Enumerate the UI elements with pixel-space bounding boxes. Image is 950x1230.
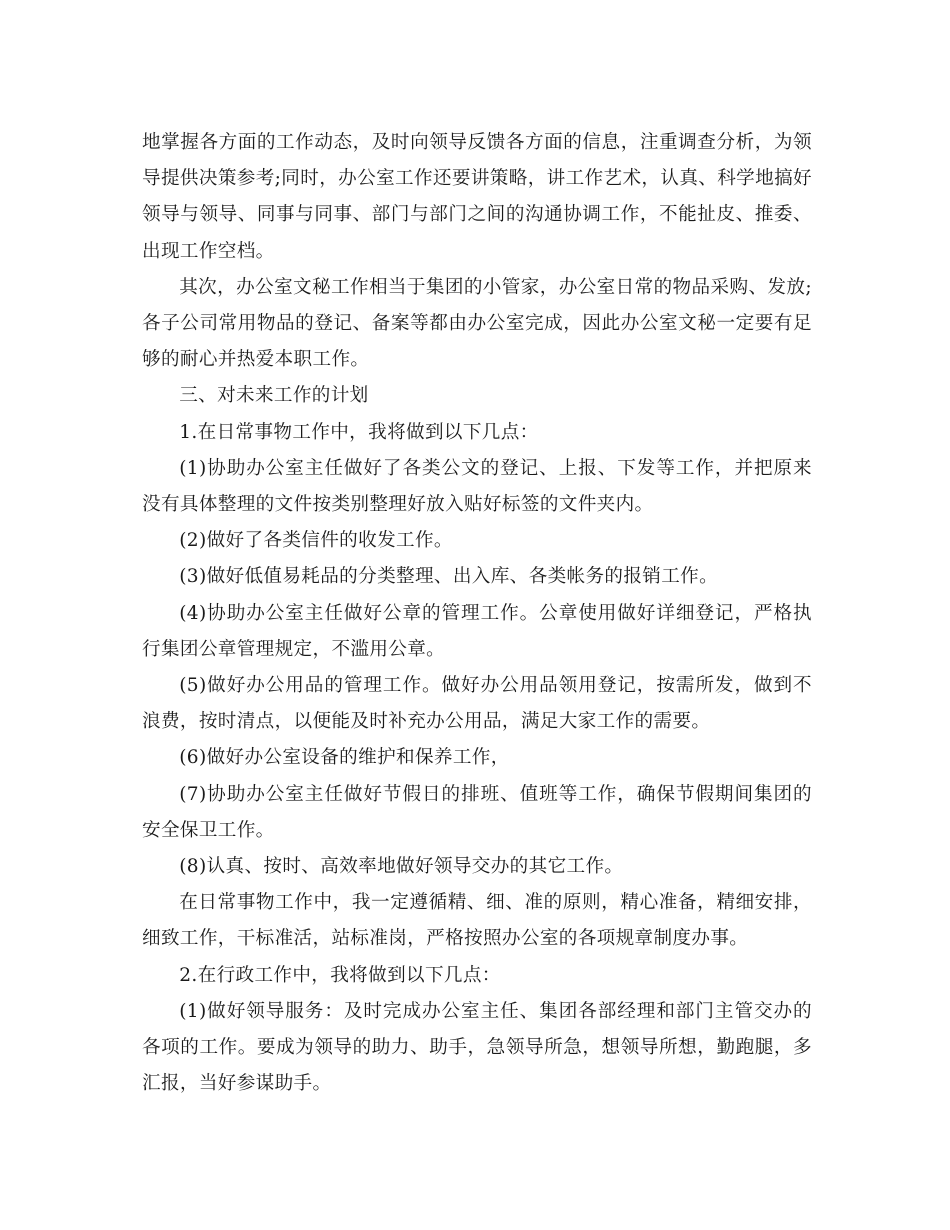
subsection-heading-admin-work: 2.在行政工作中，我将做到以下几点： [179,964,501,986]
list-item-4: (4)协助办公室主任做好公章的管理工作。公章使用做好详细登记，严格执行集团公章管理规定，不滥用公章。 [142,602,812,660]
paragraph-continuation: 地掌握各方面的工作动态，及时向领导反馈各方面的信息，注重调查分析，为领导提供决策参考;同时，办公室工作还要讲策略，讲工作艺术，认真、科学地搞好领导与领导、同事与同事、部门与部门之间的沟通协调工作，不能扯皮、推委、出现工作空档。 [142,132,812,262]
document-body [142,125,812,1102]
list-item-8: (8)认真、按时、高效率地做好领导交办的其它工作。 [179,856,624,878]
section-heading-future-plan: 三、对未来工作的计划 [179,385,369,407]
list-item-2: (2)做好了各类信件的收发工作。 [179,530,453,552]
list-item-6: (6)做好办公室设备的维护和保养工作， [179,747,510,769]
paragraph-daily-principles: 在日常事物工作中，我一定遵循精、细、准的原则，精心准备，精细安排，细致工作，干标准活，站标准岗，严格按照办公室的各项规章制度办事。 [142,892,812,950]
list-item-5: (5)做好办公用品的管理工作。做好办公用品领用登记，按需所发，做到不浪费，按时清点，以便能及时补充办公用品，满足大家工作的需要。 [142,675,812,733]
list-item-7: (7)协助办公室主任做好节假日的排班、值班等工作，确保节假期间集团的安全保卫工作。 [142,783,812,841]
list-item-3: (3)做好低值易耗品的分类整理、出入库、各类帐务的报销工作。 [179,566,719,588]
subsection-heading-daily-affairs: 1.在日常事物工作中，我将做到以下几点： [179,421,539,443]
list-item-admin-1: (1)做好领导服务：及时完成办公室主任、集团各部经理和部门主管交办的各项的工作。要成为领导的助力、助手，急领导所急，想领导所想，勤跑腿，多汇报，当好参谋助手。 [142,1000,812,1095]
list-item-1: (1)协助办公室主任做好了各类公文的登记、上报、下发等工作，并把原来没有具体整理的文件按类别整理好放入贴好标签的文件夹内。 [142,457,812,516]
paragraph-secondly: 其次，办公室文秘工作相当于集团的小管家，办公室日常的物品采购、发放;各子公司常用物品的登记、备案等都由办公室完成，因此办公室文秘一定要有足够的耐心并热爱本职工作。 [142,276,812,371]
